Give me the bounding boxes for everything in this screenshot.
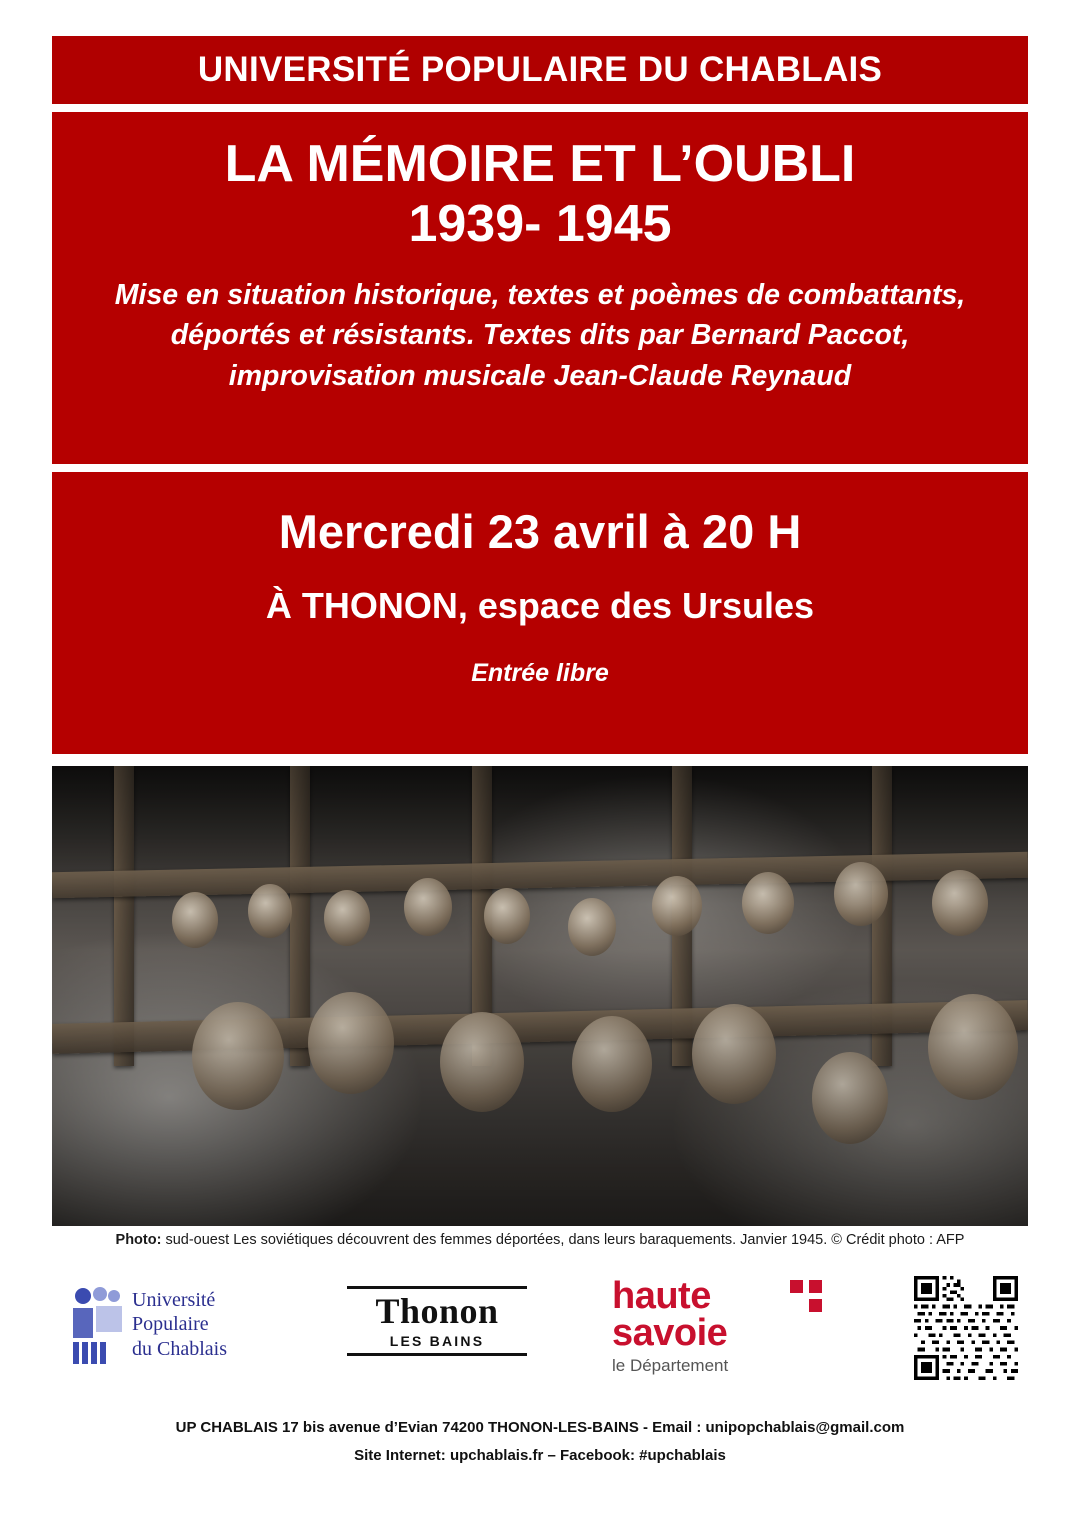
up-chablais-line2: Populaire <box>132 1313 209 1336</box>
photo-caption-source: sud-ouest <box>165 1232 230 1248</box>
schedule-band <box>52 472 1028 754</box>
logo-haute-savoie <box>612 1275 842 1378</box>
qr-code-icon[interactable] <box>914 1276 1018 1380</box>
photo-caption <box>52 1232 1028 1248</box>
footer <box>52 1414 1028 1470</box>
haute-savoie-line3: le Département <box>612 1356 729 1376</box>
photo-caption-description: Les soviétiques découvrent des femmes déportées, dans leurs baraquements. Janvier 1945. © Crédit photo : AFP <box>233 1232 965 1248</box>
organization-name: UNIVERSITÉ POPULAIRE DU CHABLAIS <box>197 50 883 89</box>
photo-overlay <box>52 766 1028 1226</box>
photo-caption-label: Photo: <box>115 1232 162 1248</box>
haute-savoie-dots-icon <box>790 1280 824 1314</box>
footer-address: UP CHABLAIS 17 bis avenue d’Evian 74200 THONON-LES-BAINS - Email : unipopchablais@gmail.com <box>175 1419 905 1436</box>
historic-photo <box>52 766 1028 1226</box>
logo-universite-populaire <box>60 1276 290 1376</box>
up-chablais-name <box>132 1288 227 1361</box>
up-chablais-line1: Université <box>132 1289 216 1311</box>
up-chablais-mark-icon <box>70 1284 128 1366</box>
organization-band <box>52 36 1028 104</box>
logos-row <box>52 1266 1028 1386</box>
qr-code-svg <box>914 1276 1018 1380</box>
title-band <box>52 112 1028 464</box>
event-title-line1: LA MÉMOIRE ET L’OUBLI <box>224 135 856 193</box>
thonon-rule-top <box>347 1286 527 1289</box>
thonon-sub: LES BAINS <box>347 1333 527 1356</box>
event-subtitle: Mise en situation historique, textes et poèmes de combattants, déportés et résistants. Textes dits par Bernard Paccot, improvisation musicale Jean-Claude Reynaud <box>114 278 966 392</box>
event-admission: Entrée libre <box>471 659 609 687</box>
event-date: Mercredi 23 avril à 20 H <box>278 505 802 558</box>
event-title-line2: 1939- 1945 <box>408 195 672 254</box>
footer-web: Site Internet: upchablais.fr – Facebook: #upchablais <box>354 1446 726 1464</box>
event-title <box>52 134 1028 255</box>
thonon-name: Thonon <box>375 1291 499 1331</box>
haute-savoie-line2: savoie <box>612 1312 728 1355</box>
event-place: À THONON, espace des Ursules <box>265 585 815 626</box>
up-chablais-line3: du Chablais <box>132 1337 227 1360</box>
logo-thonon-les-bains <box>332 1286 542 1366</box>
haute-savoie-line1: haute <box>612 1275 711 1317</box>
